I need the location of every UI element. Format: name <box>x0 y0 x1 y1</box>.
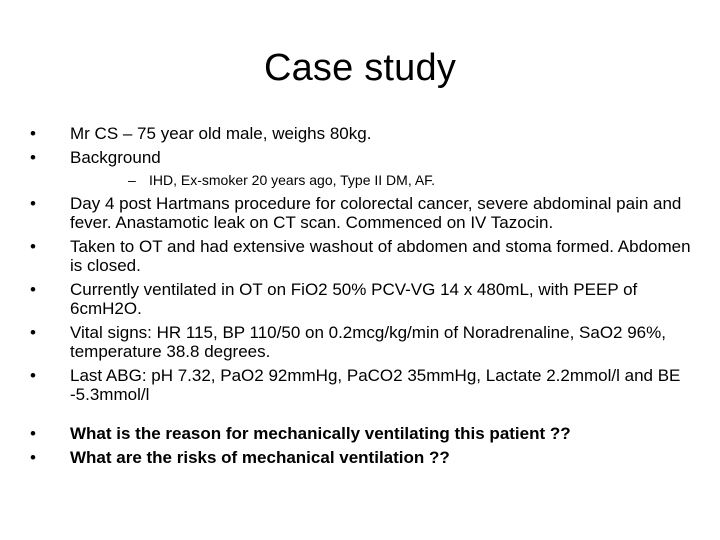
question-item-reason <box>30 424 698 443</box>
bullet-item-abg <box>30 366 698 404</box>
bullet-icon: • <box>30 280 36 299</box>
bullet-list <box>30 124 698 467</box>
question-text: What is the reason for mechanically ventilating this patient ?? <box>70 424 571 443</box>
bullet-text: Vital signs: HR 115, BP 110/50 on 0.2mcg/kg/min of Noradrenaline, SaO2 96%, temperature 38.8 degrees. <box>70 323 666 361</box>
bullet-text: Currently ventilated in OT on FiO2 50% PCV-VG 14 x 480mL, with PEEP of 6cmH2O. <box>70 280 638 318</box>
bullet-icon: • <box>30 366 36 385</box>
bullet-text: Taken to OT and had extensive washout of abdomen and stoma formed. Abdomen is closed. <box>70 237 691 275</box>
bullet-text: Last ABG: pH 7.32, PaO2 92mmHg, PaCO2 35mmHg, Lactate 2.2mmol/l and BE -5.3mmol/l <box>70 366 681 404</box>
bullet-text: Day 4 post Hartmans procedure for colorectal cancer, severe abdominal pain and fever. Anastamotic leak on CT scan. Commenced on IV Tazocin. <box>70 194 682 232</box>
question-item-risks <box>30 448 698 467</box>
bullet-item-ventilation <box>30 280 698 318</box>
bullet-icon: • <box>30 148 36 167</box>
bullet-item-background <box>30 148 698 167</box>
bullet-icon: • <box>30 424 36 443</box>
sub-bullet-history <box>30 171 698 189</box>
bullet-text: Mr CS – 75 year old male, weighs 80kg. <box>70 124 372 143</box>
bullet-text: Background <box>70 148 161 167</box>
question-text: What are the risks of mechanical ventilation ?? <box>70 448 450 467</box>
bullet-icon: • <box>30 448 36 467</box>
slide-title: Case study <box>263 47 457 89</box>
bullet-icon: • <box>30 323 36 342</box>
dash-icon: – <box>128 172 136 188</box>
bullet-item-patient <box>30 124 698 143</box>
bullet-item-ot <box>30 237 698 275</box>
bullet-icon: • <box>30 124 36 143</box>
bullet-icon: • <box>30 194 36 213</box>
bullet-icon: • <box>30 237 36 256</box>
sub-bullet-text: IHD, Ex-smoker 20 years ago, Type II DM, AF. <box>149 172 436 188</box>
bullet-item-day4 <box>30 194 698 232</box>
bullet-item-vitals <box>30 323 698 361</box>
